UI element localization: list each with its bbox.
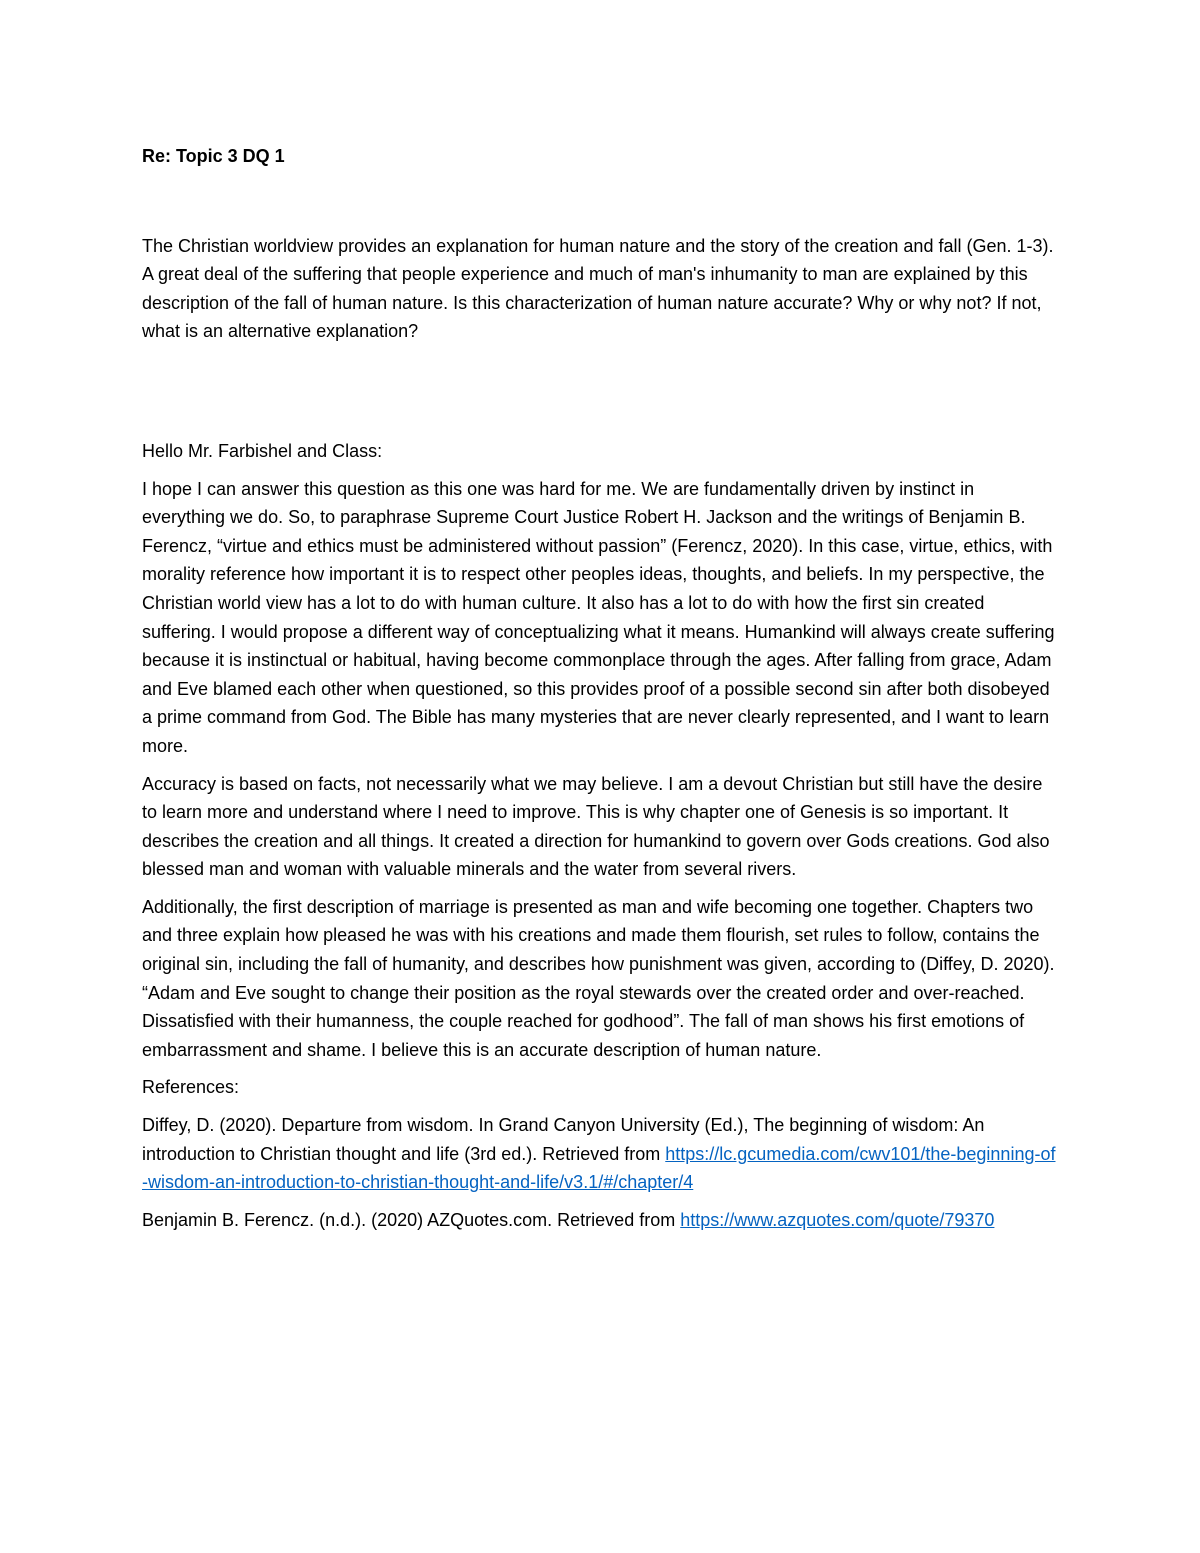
- references-heading: References:: [142, 1077, 240, 1098]
- body-paragraph-2: Accuracy is based on facts, not necessarily what we may believe. I am a devout Christian but still have the desire to learn more and understand where I need to improve. This is why chapter one of Genesis is so important. It describes the creation and all things. It created a direction for humankind to govern over Gods creations. God also blessed man and woman with valuable minerals and the water from several rivers.: [142, 773, 1050, 880]
- reference-diffey-link[interactable]: https://lc.gcumedia.com/cwv101/the-beginning-of-wisdom-an-introduction-to-christian-thought-and-life/v3.1/#/chapter/4: [142, 1143, 1056, 1193]
- document-title: Re: Topic 3 DQ 1: [142, 146, 285, 166]
- reference-ferencz-link[interactable]: https://www.azquotes.com/quote/79370: [680, 1209, 995, 1230]
- discussion-prompt: The Christian worldview provides an explanation for human nature and the story of the creation and fall (Gen. 1-3). A great deal of the suffering that people experience and much of man's inhumanity to man are explained by this description of the fall of human nature. Is this characterization of human nature accurate? Why or why not? If not, what is an alternative explanation?: [142, 235, 1054, 342]
- body-paragraph-1: I hope I can answer this question as this one was hard for me. We are fundamentally driven by instinct in everything we do. So, to paraphrase Supreme Court Justice Robert H. Jackson and the writings of Benjamin B. Ferencz, “virtue and ethics must be administered without passion” (Ferencz, 2020). In this case, virtue, ethics, with morality reference how important it is to respect other peoples ideas, thoughts, and beliefs. In my perspective, the Christian world view has a lot to do with human culture. It also has a lot to do with how the first sin created suffering. I would propose a different way of conceptualizing what it means. Humankind will always create suffering because it is instinctual or habitual, having become commonplace through the ages. After falling from grace, Adam and Eve blamed each other when questioned, so this provides proof of a possible second sin after both disobeyed a prime command from God. The Bible has many mysteries that are never clearly represented, and I want to learn more.: [142, 478, 1055, 756]
- reference-ferencz: [142, 1206, 1058, 1235]
- body-paragraph-3: Additionally, the first description of marriage is presented as man and wife becoming one together. Chapters two and three explain how pleased he was with his creations and made them flourish, set rules to follow, contains the original sin, including the fall of humanity, and describes how punishment was given, according to (Diffey, D. 2020). “Adam and Eve sought to change their position as the royal stewards over the created order and over-reached. Dissatisfied with their humanness, the couple reached for godhood”. The fall of man shows his first emotions of embarrassment and shame. I believe this is an accurate description of human nature.: [142, 896, 1055, 1060]
- reference-diffey: [142, 1111, 1058, 1197]
- reference-ferencz-text: Benjamin B. Ferencz. (n.d.). (2020) AZQuotes.com. Retrieved from: [142, 1209, 681, 1230]
- reference-diffey-text: Diffey, D. (2020). Departure from wisdom. In Grand Canyon University (Ed.), The beginning of wisdom: An introduction to Christian thought and life (3rd ed.). Retrieved from: [142, 1115, 985, 1164]
- document-page: [142, 142, 1058, 1234]
- greeting: Hello Mr. Farbishel and Class:: [142, 440, 383, 461]
